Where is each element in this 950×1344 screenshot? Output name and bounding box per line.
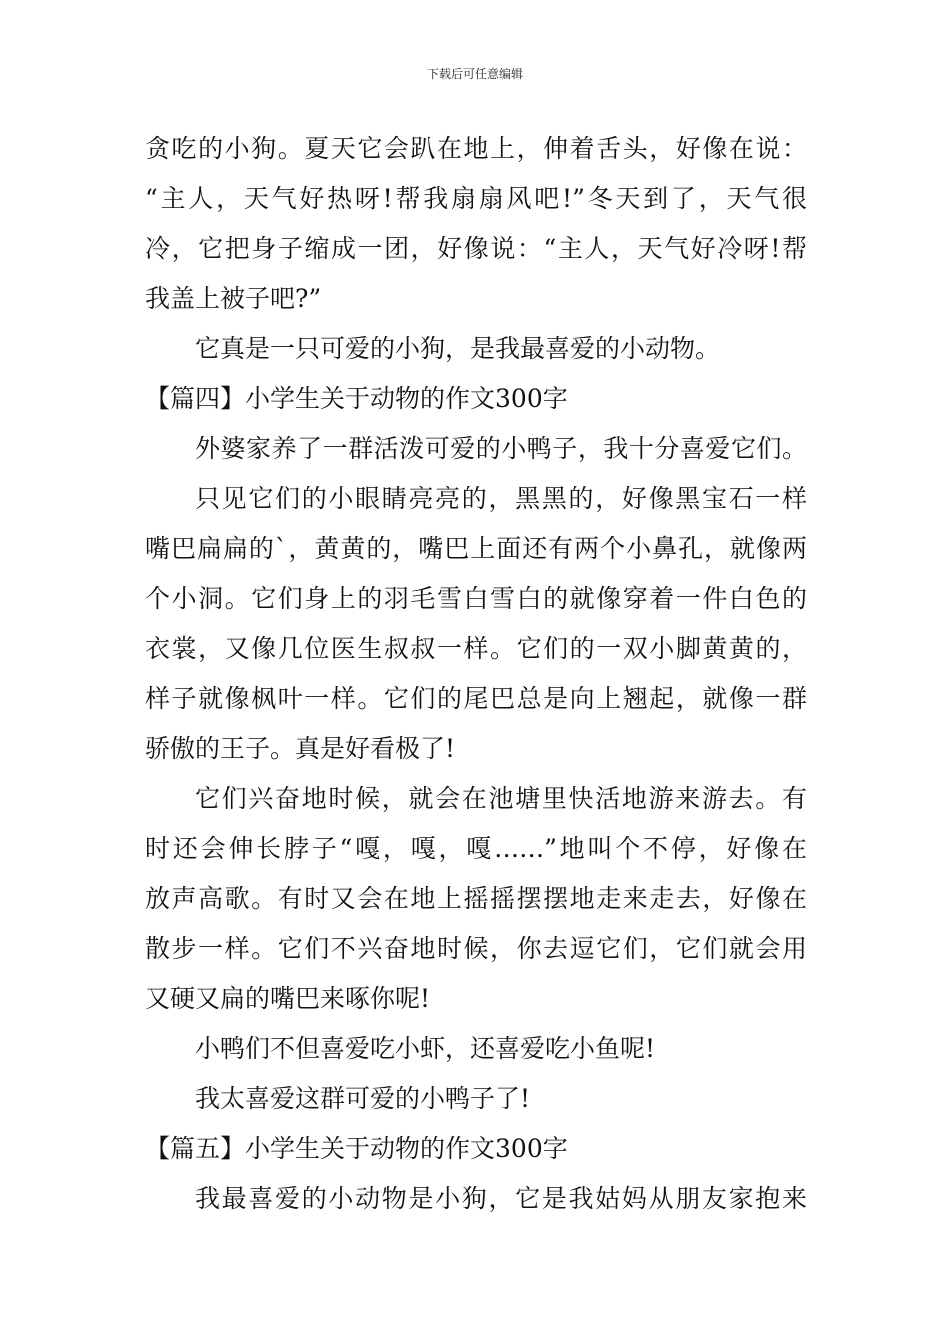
text-line: 外婆家养了一群活泼可爱的小鸭子，我十分喜爱它们。: [195, 434, 807, 463]
text-line: 骄傲的王子。真是好看极了!: [145, 734, 456, 763]
text-line: 贪吃的小狗。夏天它会趴在地上，伸着舌头，好像在说：: [145, 134, 807, 163]
text-line: 时还会伸长脖子“嘎，嘎，嘎……”地叫个不停，好像在: [145, 834, 807, 863]
page-header: 下载后可任意编辑: [426, 67, 523, 81]
section-heading: 【篇五】小学生关于动物的作文300字: [145, 1134, 568, 1163]
section-heading: 【篇四】小学生关于动物的作文300字: [145, 384, 568, 413]
text-line: 它真是一只可爱的小狗，是我最喜爱的小动物。: [195, 334, 721, 363]
text-line: 嘴巴扁扁的`，黄黄的，嘴巴上面还有两个小鼻孔，就像两: [145, 534, 807, 563]
text-line: 样子就像枫叶一样。它们的尾巴总是向上翘起，就像一群: [145, 684, 807, 713]
text-line: 我盖上被子吧?”: [145, 284, 322, 313]
document-body: [145, 124, 807, 1224]
text-line: 衣裳，又像几位医生叔叔一样。它们的一双小脚黄黄的，: [145, 634, 807, 663]
text-line: 散步一样。它们不兴奋地时候，你去逗它们，它们就会用: [145, 934, 807, 963]
text-line: 冷，它把身子缩成一团，好像说：“主人，天气好冷呀!帮: [145, 234, 807, 263]
text-line: 又硬又扁的嘴巴来啄你呢!: [145, 984, 431, 1013]
text-line: “主人，天气好热呀!帮我扇扇风吧!”冬天到了，天气很: [145, 184, 807, 213]
text-line: 它们兴奋地时候，就会在池塘里快活地游来游去。有: [195, 784, 807, 813]
text-line: 只见它们的小眼睛亮亮的，黑黑的，好像黑宝石一样: [195, 484, 807, 513]
text-line: 我太喜爱这群可爱的小鸭子了!: [195, 1084, 531, 1113]
text-line: 个小洞。它们身上的羽毛雪白雪白的就像穿着一件白色的: [145, 584, 807, 613]
text-line: 小鸭们不但喜爱吃小虾，还喜爱吃小鱼呢!: [195, 1034, 656, 1063]
text-line: 我最喜爱的小动物是小狗，它是我姑妈从朋友家抱来: [195, 1184, 807, 1213]
text-line: 放声高歌。有时又会在地上摇摇摆摆地走来走去，好像在: [145, 884, 807, 913]
